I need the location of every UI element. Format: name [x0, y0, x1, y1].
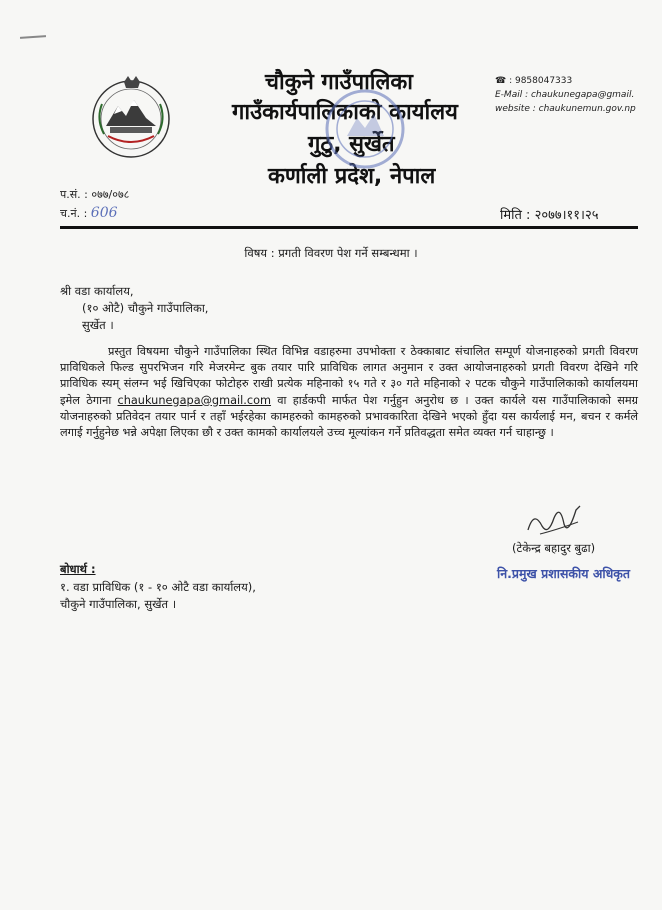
handwritten-signature — [520, 500, 590, 542]
signatory-title: नि.प्रमुख प्रशासकीय अधिकृत — [497, 566, 631, 581]
body-text-part: वा हार्डकपी मार्फत पेश गर्नुहुन अनुरोध छ । उक्त कार्यले यस गाउँपालिकाको समग्र योजनाहरुको प्रतिवेदन तयार पार्न र तहाँ भईरहेका कामहरुको कामहरुको प्रभावकारिता देखिने भएको हुँदा यस कार्यलाई मन, बचन र कर्मले लगाई गर्नुहुनेछ भन्ने अपेक्षा लिएका छौ र उक्त कामको कार्यालयले उच्च मूल्यांकन गर्ने प्रतिवद्धता समेत व्यक्त गर्न चाहान्छु । — [60, 393, 638, 440]
cc-heading: बोधार्थ : — [60, 562, 96, 576]
header-divider — [60, 226, 638, 229]
body-email-link[interactable]: chaukunegapa@gmail.com — [117, 393, 272, 407]
body-text-part: प्रस्तुत विषयमा चौकुने गाउँपालिका स्थित विभिन्न वडाहरुमा उपभोक्ता र ठेक्काबाट संचालित सम्पूर्ण योजनाहरुको प्रगती विवरण प्राविधिकले फिल्ड सुपरभिजन गरि मेजरमेन्ट बुक तयार पारि प्राविधिक लागत अनुमान र उक्त आयोजनाहरुको प्रगती विवरण देखिने गरि प्राविधिक स्यम् संलग्न भई खिचिएका फोटोहरु राखी प्रत्येक महिनाको १५ गते र ३० गते महिनाको २ पटक चौकुने गाउँपालिकाको कार्यालयमा इमेल ठेगाना — [60, 345, 638, 407]
letter-subject: विषय : प्रगती विवरण पेश गर्ने सम्बन्धमा । — [244, 246, 418, 260]
website-address: website : chaukunemun.gov.np — [495, 104, 636, 114]
office-stamp — [322, 86, 408, 172]
letter-date: मिति : २०७७।११।२५ — [500, 208, 599, 223]
contact-block — [495, 74, 636, 116]
letter-body — [60, 344, 638, 441]
patra-sankhya: प.सं. : ०७७/०७८ — [60, 188, 130, 201]
addressee-block — [60, 283, 208, 334]
chalani-label: च.नं. : — [60, 207, 91, 220]
addressee-line: सुर्खेत । — [82, 318, 114, 332]
header-line-location: गुठु, सुर्खेत — [308, 132, 395, 157]
email-address: E-Mail : chaukunegapa@gmail. — [495, 90, 635, 100]
signatory-name: (टेकेन्द्र बहादुर बुढा) — [512, 541, 596, 555]
chalani-number — [60, 205, 118, 221]
header-line-province: कर्णाली प्रदेश, नेपाल — [268, 164, 436, 189]
cc-line: १. वडा प्राविधिक (१ - १० ओटै वडा कार्यालय), — [60, 580, 256, 594]
chalani-value: 606 — [90, 205, 118, 221]
header-line-municipality: चौकुने गाउँपालिका — [265, 70, 413, 95]
addressee-line: (१० ओटै) चौकुने गाउँपालिका, — [82, 301, 209, 315]
government-emblem-logo — [88, 74, 174, 160]
cc-line: चौकुने गाउँपालिका, सुर्खेत । — [60, 597, 177, 611]
header-line-office: गाउँकार्यपालिकाको कार्यालय — [232, 100, 458, 125]
phone-number: ☎ : 9858047333 — [495, 76, 573, 86]
margin-mark — [20, 35, 46, 39]
addressee-line: श्री वडा कार्यालय, — [60, 284, 134, 298]
